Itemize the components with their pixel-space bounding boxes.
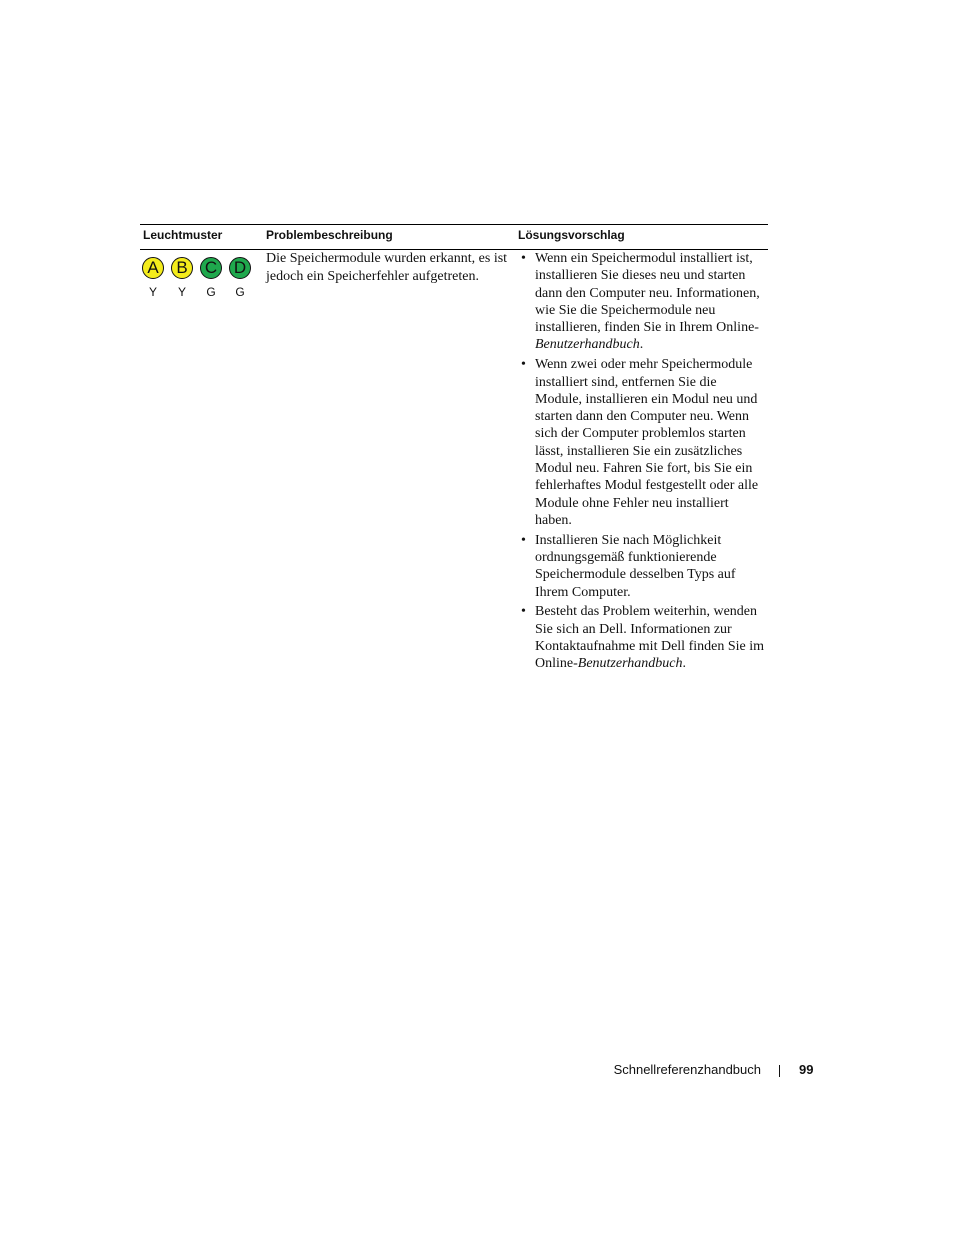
problem-description: Die Speichermodule wurden erkannt, es ist jedoch ein Speicherfehler aufgetreten. bbox=[266, 251, 508, 284]
solution-item bbox=[518, 603, 766, 672]
header-problembeschreibung: Problembeschreibung bbox=[266, 228, 393, 242]
led-b-color: Y bbox=[177, 285, 186, 299]
led-c-color: G bbox=[206, 285, 216, 299]
solution-emphasis: Benutzerhandbuch bbox=[535, 337, 640, 353]
solution-item bbox=[518, 356, 766, 529]
header-leuchtmuster: Leuchtmuster bbox=[143, 228, 223, 242]
solution-tail: . bbox=[682, 656, 686, 672]
solution-list bbox=[518, 250, 766, 675]
led-a-icon: A bbox=[142, 257, 164, 279]
solution-text: Besteht das Problem weiterhin, wenden Sie sich an Dell. Informationen zur Kontaktaufnahme mit Dell finden Sie im Online- bbox=[535, 604, 765, 672]
solution-emphasis: Benutzerhandbuch bbox=[577, 656, 683, 672]
led-c-icon: C bbox=[200, 257, 222, 279]
led-d-color: G bbox=[235, 285, 245, 299]
solution-tail: . bbox=[639, 337, 644, 353]
solution-item bbox=[518, 250, 766, 354]
header-loesungsvorschlag: Lösungsvorschlag bbox=[518, 228, 625, 242]
led-d-icon: D bbox=[229, 257, 251, 279]
solution-text: Installieren Sie nach Möglichkeit ordnungsgemäß funktionierende Speichermodule desselben Typs auf Ihrem Computer. bbox=[535, 532, 736, 600]
solution-text: Wenn ein Speichermodul installiert ist, installieren Sie dieses neu und starten dann den Computer neu. Informationen, wie Sie die Speichermodule neu installieren, finden Sie in Ihrem Online- bbox=[535, 251, 760, 336]
footer-document-title: Schnellreferenzhandbuch bbox=[613, 1062, 761, 1077]
led-a-color: Y bbox=[148, 285, 157, 299]
solution-item bbox=[518, 532, 766, 601]
table-top-rule bbox=[140, 224, 768, 225]
solution-text: Wenn zwei oder mehr Speichermodule installiert sind, entfernen Sie die Module, installieren ein Modul neu und starten dann den Computer neu. Wenn sich der Computer problemlos starten lässt, installieren Sie ein zusätzliches Modul neu. Fahren Sie fort, bis Sie ein fehlerhaftes Modul festgestellt oder alle Module ohne Fehler neu installiert haben. bbox=[535, 357, 759, 528]
led-pattern bbox=[142, 257, 254, 303]
footer-separator bbox=[779, 1065, 780, 1077]
footer-page-number: 99 bbox=[799, 1062, 814, 1077]
led-b-icon: B bbox=[171, 257, 193, 279]
